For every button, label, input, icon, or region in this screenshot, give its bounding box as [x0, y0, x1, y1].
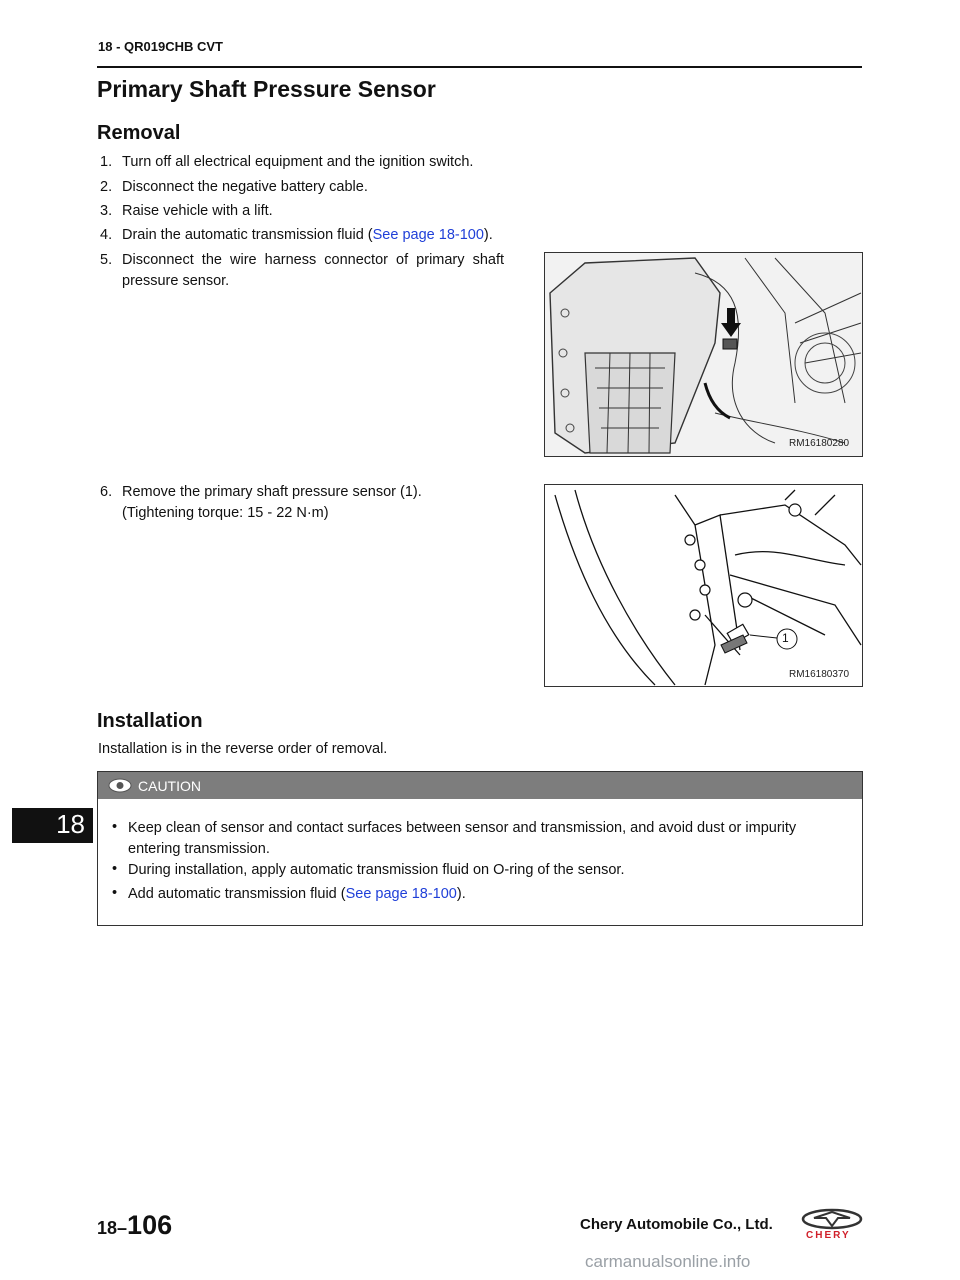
step-number: 2.: [100, 179, 113, 195]
chery-logo: [800, 1208, 864, 1242]
step-text-part: ).: [483, 227, 493, 243]
caution-label: CAUTION: [138, 778, 201, 794]
logo-wordmark: CHERY: [806, 1230, 851, 1241]
company-name: Chery Automobile Co., Ltd.: [580, 1216, 773, 1233]
caution-item: During installation, apply automatic transmission fluid on O-ring of the sensor.: [128, 862, 625, 878]
caution-text-part: Add automatic transmission fluid (: [128, 886, 346, 902]
step-number: 4.: [100, 227, 113, 243]
callout-number: 1: [782, 631, 789, 645]
chapter-tab-number: 18: [56, 809, 85, 839]
chapter-tab: [12, 808, 93, 843]
caution-box: [97, 771, 863, 926]
page-number: [97, 1210, 172, 1241]
step-6: [100, 482, 520, 524]
see-page-link[interactable]: See page 18-100: [372, 227, 484, 243]
caution-item-line: Keep clean of sensor and contact surfaces between sensor and transmission, and avoid dust or impurity: [128, 820, 797, 836]
eye-icon: [108, 778, 132, 793]
step-number: 5.: [100, 252, 113, 268]
bullet-dot: •: [112, 819, 118, 835]
step-text: [122, 225, 493, 246]
step-text-line: pressure sensor.: [122, 273, 230, 289]
step-text-line: Disconnect the wire harness connector of primary shaft: [122, 252, 504, 268]
step-number: 3.: [100, 203, 113, 219]
bullet-dot: •: [112, 861, 118, 877]
header-rule: [97, 66, 862, 68]
step-number: 1.: [100, 154, 113, 170]
step-4: [100, 225, 540, 246]
watermark: carmanualsonline.info: [585, 1252, 751, 1271]
step-number: 6.: [100, 484, 113, 500]
see-page-link[interactable]: See page 18-100: [345, 886, 457, 902]
step-3: [100, 201, 540, 222]
step-5: [100, 250, 530, 292]
step-text-line: (Tightening torque: 15 - 22 N·m): [122, 505, 329, 521]
installation-heading: Installation: [97, 710, 203, 732]
step-2: [100, 177, 540, 198]
step-text: Disconnect the negative battery cable.: [122, 179, 368, 195]
step-1: [100, 152, 540, 173]
page-title: Primary Shaft Pressure Sensor: [97, 76, 436, 102]
caution-header: [98, 772, 862, 799]
figure-connector-photo: [544, 252, 863, 457]
caution-item-line: entering transmission.: [128, 841, 270, 857]
step-text: Raise vehicle with a lift.: [122, 203, 273, 219]
sensor-line-drawing: [545, 485, 862, 686]
step-text-part: Drain the automatic transmission fluid (: [122, 227, 373, 243]
page-number-value: 106: [127, 1210, 173, 1240]
figure-code: RM16180370: [789, 669, 850, 680]
step-text-line: Remove the primary shaft pressure sensor (1).: [122, 484, 422, 500]
chery-emblem-icon: [800, 1208, 864, 1230]
caution-text-part: ).: [456, 886, 466, 902]
bullet-dot: •: [112, 885, 118, 901]
step-text: Turn off all electrical equipment and the ignition switch.: [122, 154, 474, 170]
caution-item: [128, 884, 858, 905]
installation-text: Installation is in the reverse order of removal.: [98, 741, 388, 757]
page-prefix: 18–: [97, 1218, 128, 1238]
figure-sensor-drawing: [544, 484, 863, 687]
removal-heading: Removal: [97, 122, 181, 144]
transmission-illustration: [545, 253, 862, 456]
caution-item: [128, 818, 858, 860]
figure-code: RM16180280: [789, 438, 850, 449]
section-header: 18 - QR019CHB CVT: [98, 39, 223, 54]
